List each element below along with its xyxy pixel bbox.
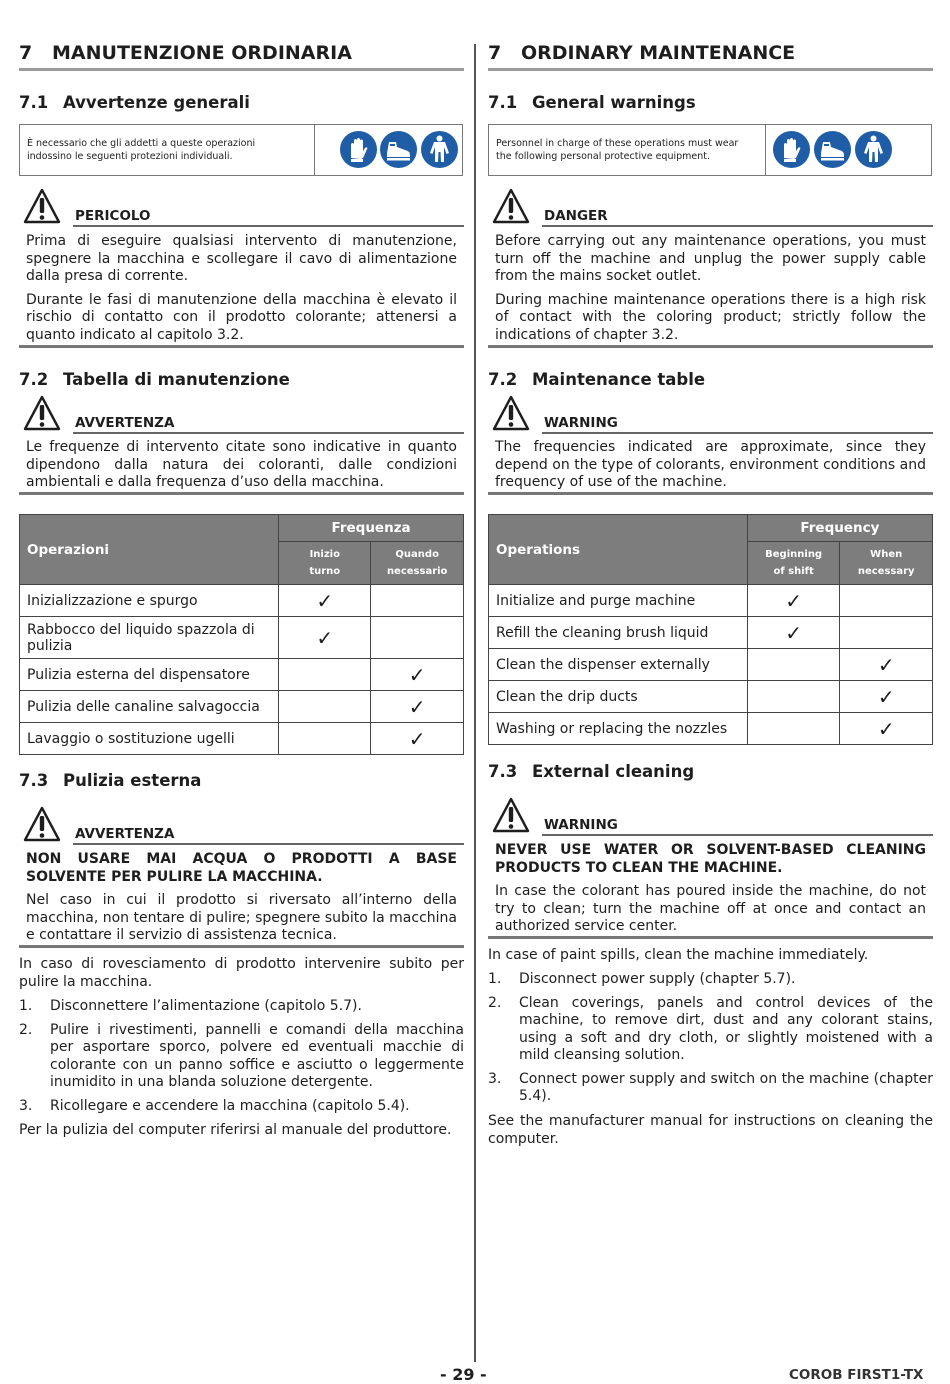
danger-header (19, 188, 464, 226)
list-item (19, 1098, 464, 1116)
safety-shoes-icon (380, 131, 417, 168)
operation-cell: Rabbocco del liquido spazzola di pulizia (20, 617, 279, 659)
intro-paragraph: In case of paint spills, clean the machine immediately. (488, 947, 869, 963)
warning-paragraph: The frequencies indicated are approximate, since they depend on the type of colorants, environment conditions and frequency of use of the machine. (495, 439, 926, 490)
steps-list (19, 998, 464, 1121)
chapter-number: 7 (19, 42, 33, 64)
checkmark-icon: ✓ (408, 694, 426, 719)
danger-header (488, 188, 933, 226)
check-cell (747, 617, 840, 649)
check-cell (747, 713, 840, 745)
warning-label: WARNING (544, 817, 618, 833)
warning-body (19, 851, 457, 951)
list-text: Pulire i rivestimenti, pannelli e comandi della macchina per asportare sporco, polvere ed eventuali macchie di colorante con un panno soffice e asciutto o leggermente inumidito in una blanda soluzione detergente. (50, 1021, 464, 1090)
header-line: Beginning (765, 549, 823, 560)
section-number: 7.3 (488, 762, 518, 781)
warning-body (19, 439, 457, 498)
safety-shoes-icon (814, 131, 851, 168)
list-text: Disconnect power supply (chapter 5.7). (519, 971, 796, 987)
check-cell (840, 617, 933, 649)
check-cell (371, 585, 464, 617)
table-row (20, 659, 464, 691)
warning-paragraph: Nel caso in cui il prodotto si riversato all’interno della macchina, non tentare di pulire; spegnere subito la macchina e contattare il servizio di assistenza tecnica. (26, 892, 457, 943)
section-heading-7-2 (19, 370, 290, 389)
operation-cell: Washing or replacing the nozzles (489, 713, 748, 745)
warning-bottom-rule (19, 492, 464, 495)
operation-cell: Lavaggio o sostituzione ugelli (20, 723, 279, 755)
column-header-when-necessary (840, 542, 933, 585)
section-title: Avvertenze generali (63, 93, 250, 112)
check-cell (279, 723, 371, 755)
check-cell (747, 681, 840, 713)
warning-bottom-rule (488, 492, 933, 495)
page-number: - 29 - (440, 1365, 487, 1384)
header-line: Inizio (309, 549, 340, 560)
warning-rule (542, 432, 933, 434)
maintenance-table (19, 514, 464, 755)
warning-label: AVVERTENZA (75, 826, 175, 842)
operation-cell: Inizializzazione e spurgo (20, 585, 279, 617)
danger-paragraph: Durante le fasi di manutenzione della macchina è elevato il rischio di contatto con il prodotto colorante; attenersi a quanto indicato al capitolo 3.2. (26, 291, 457, 343)
checkmark-icon: ✓ (408, 662, 426, 687)
danger-label: DANGER (544, 208, 608, 224)
table-row (20, 691, 464, 723)
warning-triangle-icon (492, 797, 530, 833)
section-number: 7.2 (19, 370, 49, 389)
list-item (488, 971, 933, 989)
warning-rule (73, 225, 464, 227)
operation-cell: Pulizia delle canaline salvagoccia (20, 691, 279, 723)
danger-paragraph: Prima di eseguire qualsiasi intervento di manutenzione, spegnere la macchina e scollegare il cavo di alimentazione dalla presa di corrente. (26, 233, 457, 284)
header-line: When (870, 549, 903, 560)
chapter-title: MANUTENZIONE ORDINARIA (52, 42, 352, 64)
ppe-text: È necessario che gli addetti a queste operazioni indossino le seguenti protezioni individuali. (27, 138, 256, 162)
list-number: 1. (488, 971, 502, 987)
list-text: Ricollegare e accendere la macchina (capitolo 5.4). (50, 1097, 410, 1114)
warning-bold-note: NON USARE MAI ACQUA O PRODOTTI A BASE SOLVENTE PER PULIRE LA MACCHINA. (26, 851, 457, 885)
header-line: turno (309, 566, 341, 577)
column-header-operations: Operations (489, 515, 748, 585)
section-title: Maintenance table (532, 370, 706, 389)
check-cell (840, 713, 933, 745)
table-row (20, 585, 464, 617)
warning-body (488, 439, 926, 498)
header-line: necessary (857, 566, 915, 577)
protective-suit-icon (855, 131, 892, 168)
list-number: 3. (488, 1070, 502, 1087)
section-title: External cleaning (532, 762, 695, 781)
check-cell (371, 723, 464, 755)
list-number: 2. (488, 994, 502, 1011)
danger-paragraph: During machine maintenance operations there is a high risk of contact with the coloring product; strictly follow the indications of chapter 3.2. (495, 291, 926, 343)
outro-paragraph: See the manufacturer manual for instructions on cleaning the computer. (488, 1113, 933, 1147)
check-cell (371, 691, 464, 723)
section-heading-7-1 (488, 93, 696, 112)
operation-cell: Pulizia esterna del dispensatore (20, 659, 279, 691)
list-item (488, 1071, 933, 1106)
operation-cell: Clean the drip ducts (489, 681, 748, 713)
section-title: Pulizia esterna (63, 771, 202, 790)
section-heading-7-3 (19, 771, 201, 790)
table-row (489, 681, 933, 713)
warning-triangle-icon (492, 188, 530, 224)
section-number: 7.1 (19, 93, 49, 112)
check-cell (840, 649, 933, 681)
ppe-box (488, 124, 932, 176)
section-number: 7.3 (19, 771, 49, 790)
warning-label: WARNING (544, 415, 618, 431)
check-cell (279, 585, 371, 617)
checkmark-icon: ✓ (408, 726, 426, 751)
ppe-text: Personnel in charge of these operations must wear the following personal protective equipment. (496, 138, 739, 162)
table-row (20, 617, 464, 659)
maintenance-table (488, 514, 933, 745)
section-title: Tabella di manutenzione (63, 370, 290, 389)
column-header-operations: Operazioni (20, 515, 279, 585)
section-title: General warnings (532, 93, 696, 112)
list-number: 1. (19, 998, 33, 1014)
check-cell (371, 659, 464, 691)
warning-triangle-icon (23, 188, 61, 224)
warning-header (488, 797, 933, 835)
danger-label: PERICOLO (75, 208, 151, 224)
column-header-frequency: Frequency (747, 515, 932, 542)
danger-paragraph: Before carrying out any maintenance operations, you must turn off the machine and unplug the power supply cable from the mains socket outlet. (495, 233, 926, 284)
checkmark-icon: ✓ (785, 620, 802, 645)
warning-bottom-rule (488, 936, 933, 939)
warning-rule (542, 834, 933, 836)
column-header-when-necessary (371, 542, 464, 585)
chapter-number: 7 (488, 42, 502, 64)
check-cell (279, 617, 371, 659)
steps-list (488, 971, 933, 1112)
check-cell (371, 617, 464, 659)
danger-body (488, 233, 926, 350)
checkmark-icon: ✓ (316, 588, 334, 613)
column-header-start-shift (279, 542, 371, 585)
warning-rule (73, 843, 464, 845)
outro-paragraph: Per la pulizia del computer riferirsi al manuale del produttore. (19, 1122, 452, 1138)
warning-header (488, 395, 933, 433)
ppe-box (19, 124, 463, 176)
warning-rule (542, 225, 933, 227)
warning-body (488, 842, 926, 942)
warning-triangle-icon (23, 806, 61, 842)
warning-label: AVVERTENZA (75, 415, 175, 431)
checkmark-icon: ✓ (877, 684, 895, 709)
check-cell (747, 585, 840, 617)
table-row (489, 585, 933, 617)
gloves-icon (773, 131, 810, 168)
list-text: Clean coverings, panels and control devices of the machine, to remove dirt, dust and any colorant stains, using a soft and dry cloth, or slightly moistened with a mild cleansing solution. (519, 994, 933, 1063)
column-header-start-shift (747, 542, 840, 585)
intro-paragraph: In caso di rovesciamento di prodotto intervenire subito per pulire la macchina. (19, 956, 464, 990)
list-number: 3. (19, 1097, 33, 1114)
warning-header (19, 395, 464, 433)
warning-rule (73, 432, 464, 434)
section-number: 7.1 (488, 93, 518, 112)
gloves-icon (340, 131, 377, 168)
header-line: necessario (386, 566, 448, 577)
list-number: 2. (19, 1021, 33, 1038)
section-heading-7-1 (19, 93, 250, 112)
protective-suit-icon (421, 131, 458, 168)
table-row (489, 649, 933, 681)
check-cell (840, 585, 933, 617)
warning-header (19, 806, 464, 844)
product-name: COROB FIRST1-TX (789, 1367, 924, 1383)
table-row (489, 713, 933, 745)
chapter-heading (19, 42, 464, 71)
ppe-icons (765, 125, 932, 175)
checkmark-icon: ✓ (877, 716, 895, 741)
warning-bold-note: NEVER USE WATER OR SOLVENT-BASED CLEANING PRODUCTS TO CLEAN THE MACHINE. (495, 842, 926, 876)
operation-cell: Initialize and purge machine (489, 585, 748, 617)
danger-body (19, 233, 457, 350)
check-cell (279, 691, 371, 723)
section-heading-7-2 (488, 370, 705, 389)
operation-cell: Clean the dispenser externally (489, 649, 748, 681)
checkmark-icon: ✓ (785, 588, 802, 613)
checkmark-icon: ✓ (877, 652, 895, 677)
header-line: Quando (395, 549, 439, 560)
warning-bottom-rule (19, 945, 464, 948)
chapter-heading (488, 42, 933, 71)
list-item (488, 995, 933, 1065)
check-cell (747, 649, 840, 681)
list-text: Connect power supply and switch on the machine (chapter 5.4). (519, 1070, 933, 1104)
table-row (20, 723, 464, 755)
section-heading-7-3 (488, 762, 694, 781)
chapter-title: ORDINARY MAINTENANCE (521, 42, 796, 64)
header-line: of shift (773, 566, 814, 577)
column-header-frequency: Frequenza (279, 515, 464, 542)
warning-triangle-icon (23, 395, 61, 431)
check-cell (279, 659, 371, 691)
checkmark-icon: ✓ (316, 625, 334, 650)
warning-bottom-rule (488, 345, 933, 348)
section-number: 7.2 (488, 370, 518, 389)
warning-bottom-rule (19, 345, 464, 348)
list-item (19, 998, 464, 1016)
warning-paragraph: Le frequenze di intervento citate sono indicative in quanto dipendono dalla natura dei coloranti, dalle condizioni ambientali e dalla frequenza d’uso della macchina. (26, 439, 457, 490)
list-item (19, 1022, 464, 1092)
table-row (489, 617, 933, 649)
warning-triangle-icon (492, 395, 530, 431)
operation-cell: Refill the cleaning brush liquid (489, 617, 748, 649)
warning-paragraph: In case the colorant has poured inside the machine, do not try to clean; turn the machine off at once and contact an authorized service center. (495, 883, 926, 934)
list-text: Disconnettere l’alimentazione (capitolo 5.7). (50, 998, 362, 1014)
column-divider (474, 44, 476, 1362)
ppe-icons (314, 125, 463, 175)
check-cell (840, 681, 933, 713)
